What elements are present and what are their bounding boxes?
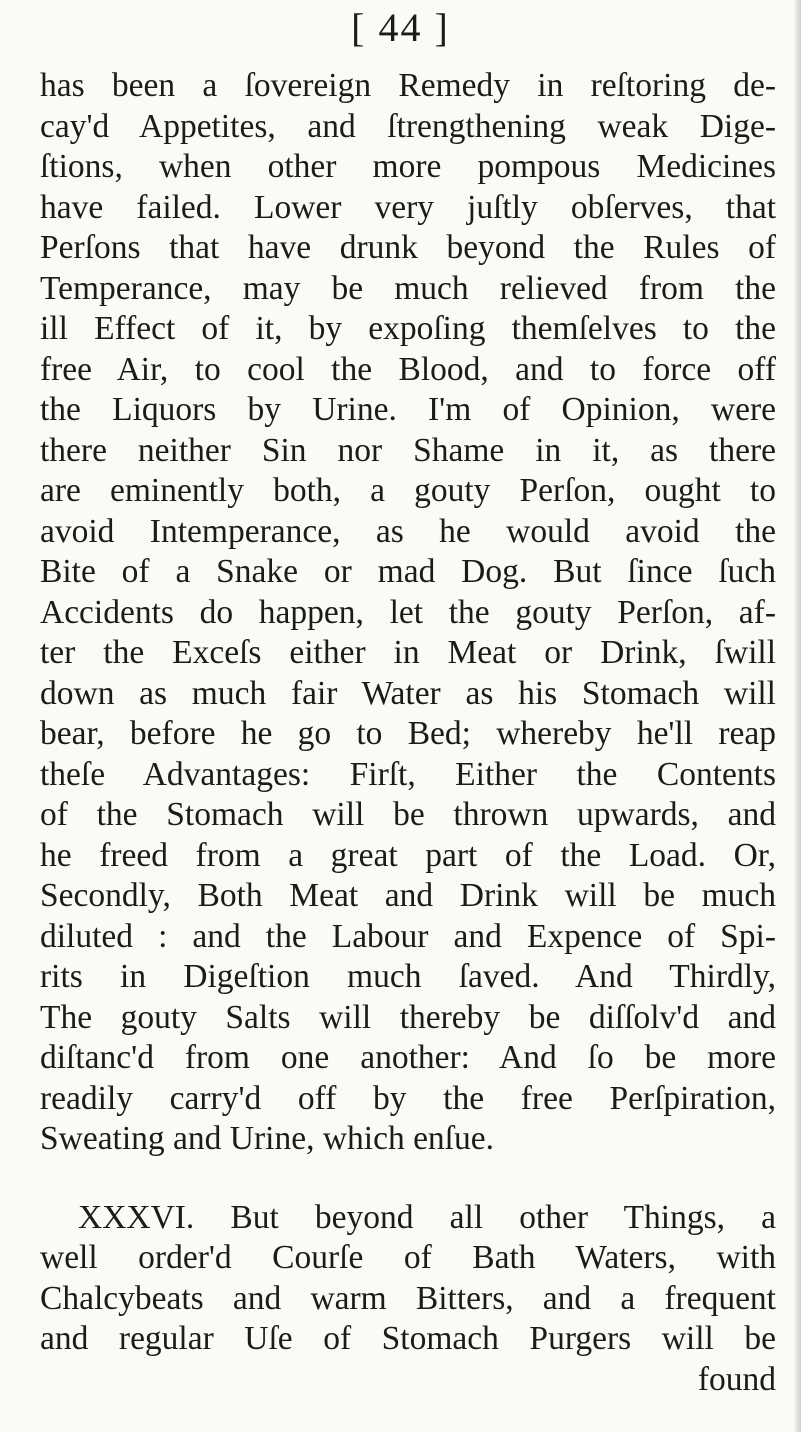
text-line: Secondly, Both Meat and Drink will be much: [40, 877, 776, 914]
text-line: readily carry'd off by the free Perſpiration,: [40, 1079, 776, 1117]
text-line: well order'd Courſe of Bath Waters, with: [40, 1239, 776, 1276]
text-line: bear, before he go to Bed; whereby he'll reap: [40, 715, 776, 752]
text-line: down as much fair Water as his Stomach will: [40, 674, 776, 712]
text-line: Accidents do happen, let the gouty Perſon, af-: [40, 593, 776, 631]
text-line: avoid Intemperance, as he would avoid the: [40, 512, 776, 550]
text-line: has been a ſovereign Remedy in reſtoring de-: [40, 67, 776, 104]
text-line: cay'd Appetites, and ſtrengthening weak Dige-: [40, 107, 776, 145]
text-line: rits in Digeſtion much ſaved. And Thirdly,: [40, 958, 776, 995]
text-line: Chalcybeats and warm Bitters, and a frequent: [40, 1279, 776, 1317]
text-line: of the Stomach will be thrown upwards, and: [40, 796, 776, 833]
page-edge-shadow: [793, 0, 801, 1432]
text-line: Temperance, may be much relieved from the: [40, 269, 776, 307]
text-line: Bite of a Snake or mad Dog. But ſince ſuch: [40, 553, 776, 590]
text-line: ill Effect of it, by expoſing themſelves to the: [40, 310, 776, 347]
text-line: ſtions, when other more pompous Medicines: [40, 148, 776, 185]
page-number: [ 44 ]: [351, 5, 450, 50]
body-text: [40, 66, 776, 1400]
text-line: XXXVI. But beyond all other Things, a: [78, 1198, 776, 1236]
text-line: the Liquors by Urine. I'm of Opinion, were: [40, 391, 776, 428]
text-line: are eminently both, a gouty Perſon, ought to: [40, 472, 776, 509]
text-line: have failed. Lower very juſtly obſerves, that: [40, 188, 776, 226]
text-line: free Air, to cool the Blood, and to force off: [40, 350, 776, 388]
text-line: diſtanc'd from one another: And ſo be more: [40, 1039, 776, 1076]
catchword: found: [697, 1360, 776, 1398]
text-line: he freed from a great part of the Load. Or,: [40, 836, 776, 874]
text-line: Perſons that have drunk beyond the Rules of: [40, 229, 776, 266]
text-line: and regular Uſe of Stomach Purgers will be: [40, 1320, 776, 1357]
text-line: Sweating and Urine, which enſue.: [40, 1120, 494, 1157]
paragraph-gap: [40, 1160, 776, 1198]
text-line: ter the Exceſs either in Meat or Drink, ſwill: [40, 634, 776, 671]
text-line: there neither Sin nor Shame in it, as there: [40, 431, 776, 469]
text-line: diluted : and the Labour and Expence of Spi-: [40, 917, 776, 955]
text-line: theſe Advantages: Firſt, Either the Contents: [40, 755, 776, 793]
text-line: The gouty Salts will thereby be diſſolv'd and: [40, 998, 776, 1036]
